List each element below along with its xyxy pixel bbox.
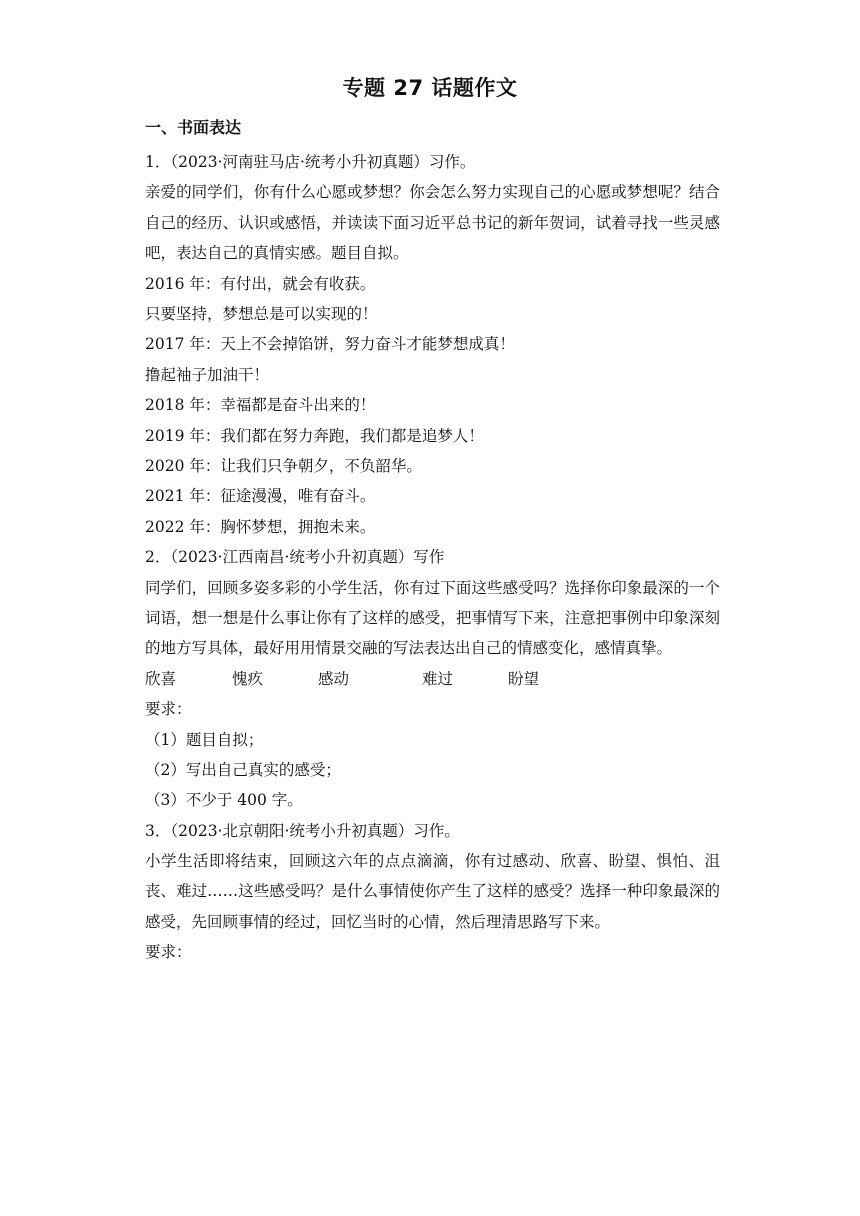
question-3-prompt: 小学生活即将结束，回顾这六年的点点滴滴，你有过感动、欣喜、盼望、惧怕、沮丧、难过……这些感受吗？是什么事情使你产生了这样的感受？选择一种印象最深的感受，先回顾事情的经过，回忆当时的心情，然后理清思路写下来。 <box>145 852 720 931</box>
requirement-item: （3）不少于 400 字。 <box>145 791 303 810</box>
quote-line: 撸起袖子加油干！ <box>145 365 270 384</box>
emotion-word: 难过 <box>422 669 454 688</box>
question-1-heading: 1．（2023·河南驻马店·统考小升初真题）习作。 <box>145 153 476 171</box>
quote-line: 2016 年：有付出，就会有收获。 <box>145 274 376 293</box>
page-title: 专题 27 话题作文 <box>342 76 518 100</box>
emotion-word: 盼望 <box>508 669 540 688</box>
quote-line: 2017 年：天上不会掉馅饼，努力奋斗才能梦想成真！ <box>145 335 515 354</box>
quote-line: 2021 年：征途漫漫，唯有奋斗。 <box>145 487 376 506</box>
document-body <box>145 147 720 968</box>
emotion-word: 愧疚 <box>232 669 264 688</box>
quote-line: 只要坚持，梦想总是可以实现的！ <box>145 305 378 323</box>
requirements-label: 要求： <box>145 943 192 962</box>
section-heading: 一、书面表达 <box>145 118 242 137</box>
question-2-heading: 2．（2023·江西南昌·统考小升初真题）写作 <box>145 548 445 567</box>
requirements-label: 要求： <box>145 700 192 719</box>
question-1-prompt: 亲爱的同学们，你有什么心愿或梦想？你会怎么努力实现自己的心愿或梦想呢？结合自己的经历、认识或感悟，并读读下面习近平总书记的新年贺词，试着寻找一些灵感吧，表达自己的真情实感。题目自拟。 <box>145 183 720 263</box>
quote-line: 2022 年：胸怀梦想，拥抱未来。 <box>145 517 376 536</box>
emotion-word: 感动 <box>318 669 350 688</box>
emotion-word-list <box>145 664 720 694</box>
emotion-word: 欣喜 <box>145 669 177 688</box>
requirement-item: （2）写出自己真实的感受； <box>145 760 341 779</box>
requirement-item: （1）题目自拟； <box>145 730 264 749</box>
question-2-prompt: 同学们，回顾多姿多彩的小学生活，你有过下面这些感受吗？选择你印象最深的一个词语，想一想是什么事让你有了这样的感受，把事情写下来，注意把事例中印象深刻的地方写具体，最好用用情景交融的写法表达出自己的情感变化，感情真挚。 <box>145 578 720 658</box>
quote-line: 2020 年：让我们只争朝夕，不负韶华。 <box>145 456 422 475</box>
question-3-heading: 3．（2023·北京朝阳·统考小升初真题）习作。 <box>145 821 460 840</box>
quote-line: 2019 年：我们都在努力奔跑，我们都是追梦人！ <box>145 426 484 445</box>
quote-line: 2018 年：幸福都是奋斗出来的！ <box>145 396 376 415</box>
